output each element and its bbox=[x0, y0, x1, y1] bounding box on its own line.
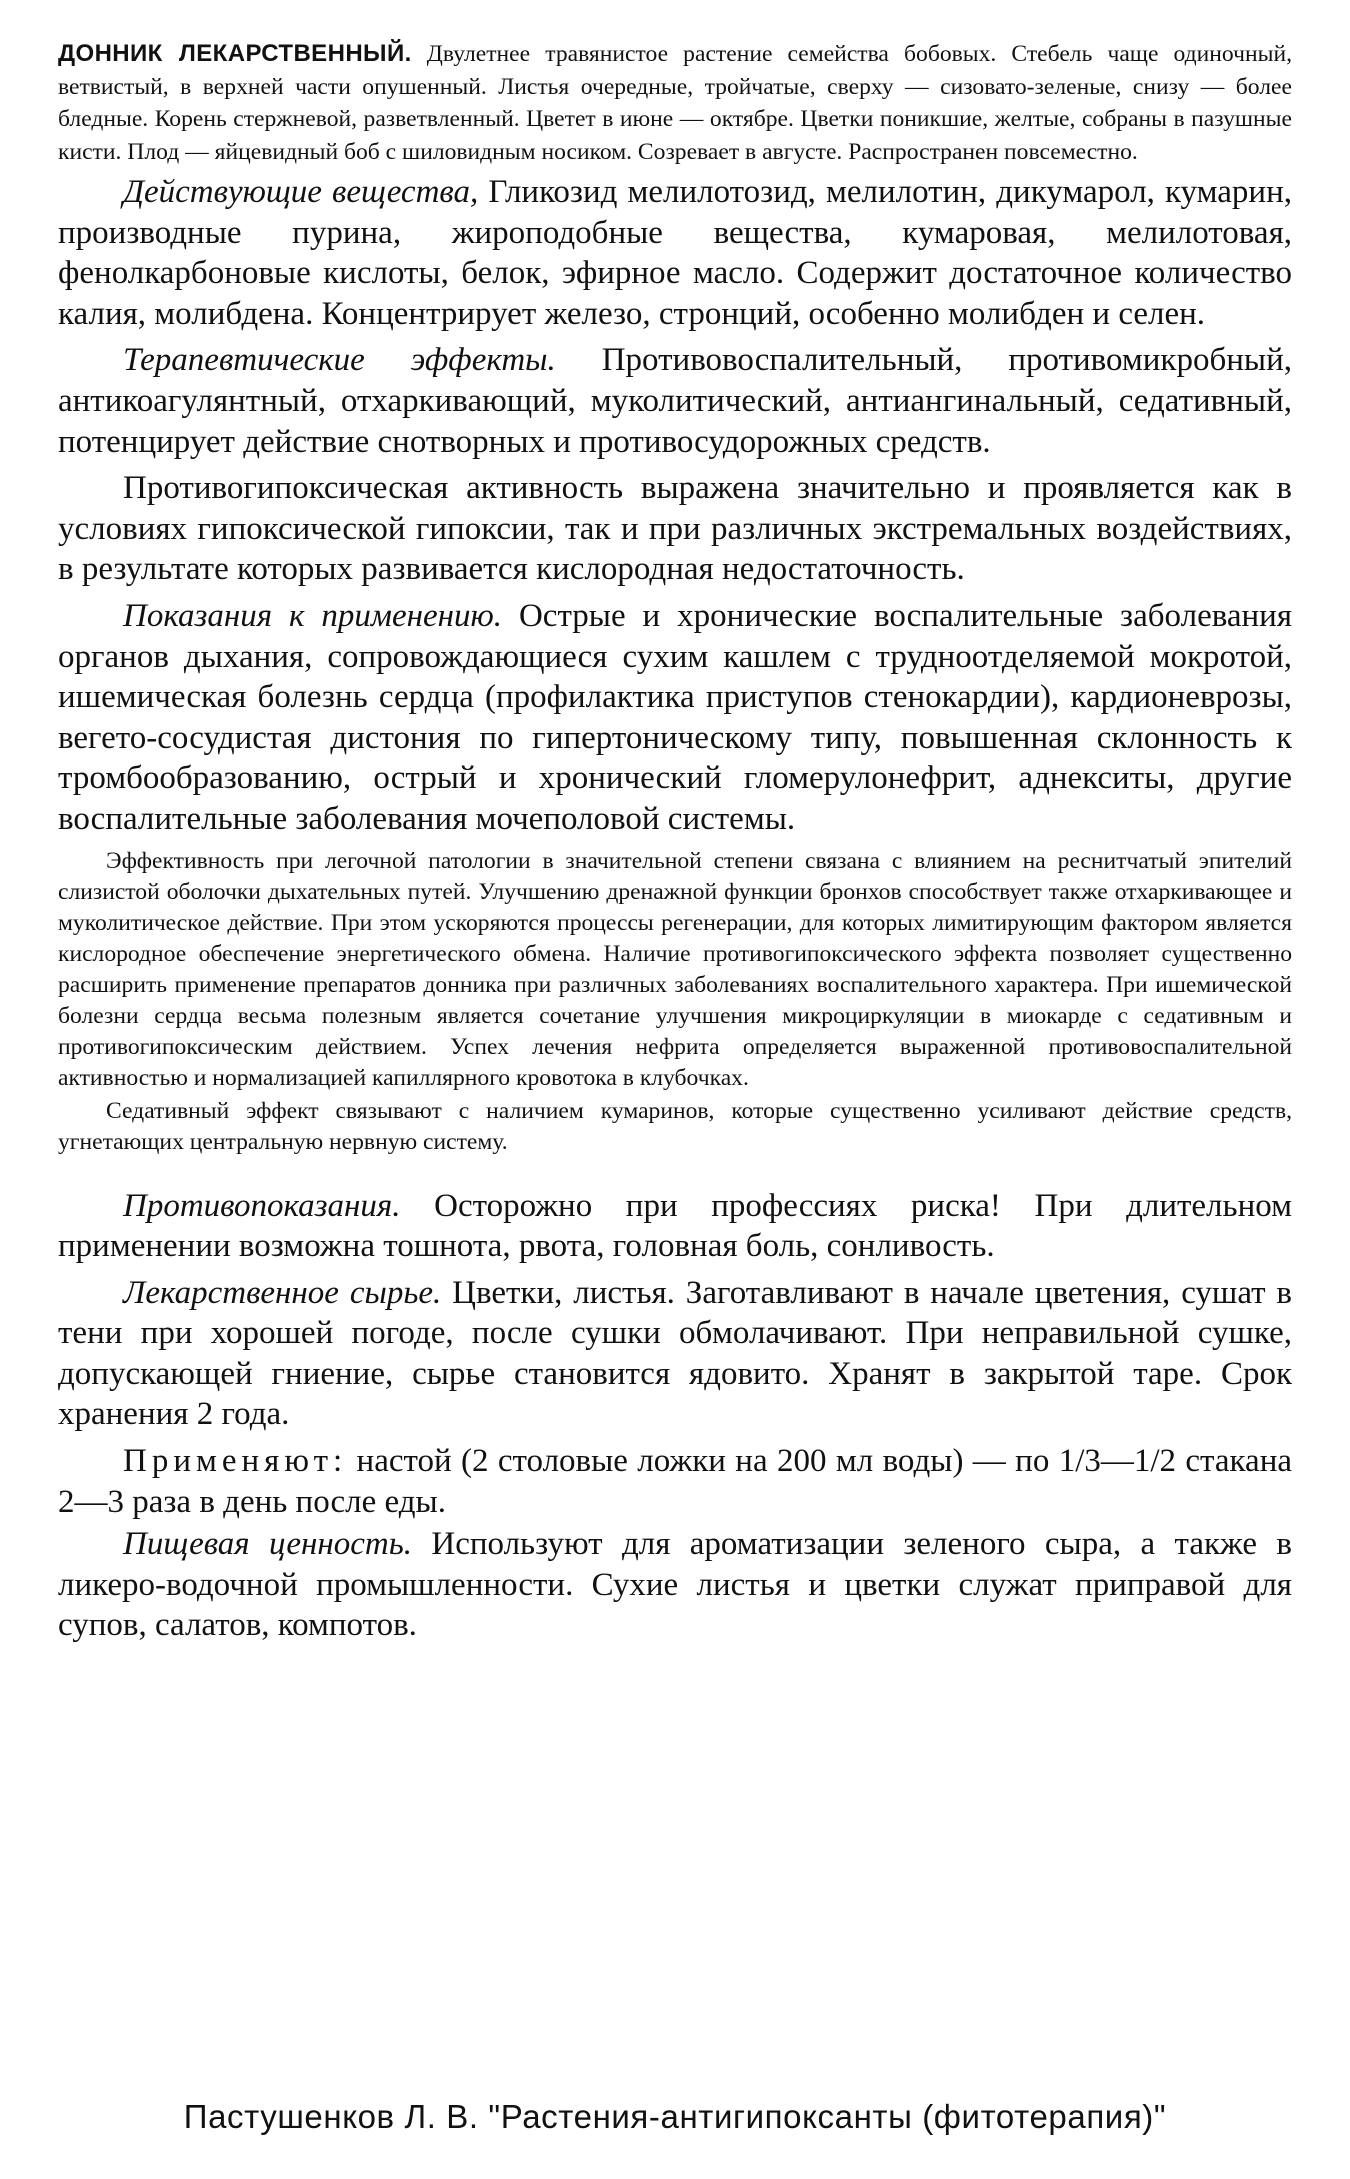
therapeutic-effects-paragraph bbox=[58, 340, 1292, 462]
usage-heading: Применяют: bbox=[123, 1443, 348, 1480]
raw-material-heading: Лекарственное сырье. bbox=[123, 1274, 442, 1311]
antihypoxic-paragraph: Противогипоксическая активность выражена значительно и проявляется как в условиях гипоксической гипоксии, так и при различных экстремальных воздействиях, в результате которых развивается кислородная недостаточность. bbox=[58, 470, 1292, 588]
usage-text: настой (2 столовые ложки на 200 мл воды) — по 1/3—1/2 стакана 2—3 раза в день после еды. bbox=[58, 1443, 1292, 1520]
food-value-heading: Пищевая ценность. bbox=[123, 1526, 412, 1563]
contraindications-heading: Противопоказания. bbox=[123, 1187, 401, 1224]
raw-material-text: Цветки, листья. Заготавливают в начале цветения, сушат в тени при хорошей погоде, после сушки обмолачивают. При неправильной сушке, допускающей гниение, сырье становится ядовито. Хранят в закрытой таре. Срок хранения 2 года. bbox=[58, 1274, 1292, 1433]
active-substances-paragraph bbox=[58, 172, 1292, 334]
small-print-note-1: Эффективность при легочной патологии в значительной степени связана с влиянием на реснитчатый эпителий слизистой оболочки дыхательных путей. Улучшению дренажной функции бронхов способствует также отхаркивающее и муколитическое действие. При этом ускоряются процессы регенерации, для которых лимитирующим фактором является кислородное обеспечение энергетического обмена. Наличие противогипоксического эффекта позволяет существенно расширить применение препаратов донника при различных заболеваниях воспалительного характера. При ишемической болезни сердца весьма полезным является сочетание улучшения микроциркуляции в миокарде с седативным и противогипоксическим действием. Успех лечения нефрита определяется выраженной противовоспалительной активностью и нормализацией капиллярного кровотока в клубочках. bbox=[58, 847, 1292, 1091]
indications-paragraph bbox=[58, 596, 1292, 840]
therapeutic-effects-text: Противовоспалительный, противомикробный, антикоагулянтный, отхаркивающий, муколитический, антиангинальный, седативный, потенцирует действие снотворных и противосудорожных средств. bbox=[58, 342, 1292, 460]
raw-material-paragraph bbox=[58, 1273, 1292, 1435]
contraindications-text: Осторожно при профессиях риска! При длительном применении возможна тошнота, рвота, головная боль, сонливость. bbox=[58, 1187, 1292, 1265]
plant-description-text: Двулетнее травянистое растение семейства бобовых. Стебель чаще одиночный, ветвистый, в верхней части опушенный. Листья очередные, тройчатые, сверху — сизовато-зеленые, снизу — более бледные. Корень стержневой, разветвленный. Цветет в июне — октябре. Цветки поникшие, желтые, собраны в пазушные кисти. Плод — яйцевидный боб с шиловидным носиком. Созревает в августе. Распространен повсеместно. bbox=[58, 41, 1292, 165]
small-print-note-2: Седативный эффект связывают с наличием кумаринов, которые существенно усиливают действие средств, угнетающих центральную нервную систему. bbox=[58, 1097, 1292, 1155]
usage-paragraph bbox=[58, 1441, 1292, 1522]
therapeutic-effects-heading: Терапевтические эффекты. bbox=[123, 342, 556, 379]
food-value-text: Используют для ароматизации зеленого сыра, а также в ликеро-водочной промышленности. Сухие листья и цветки служат приправой для супов, салатов, компотов. bbox=[58, 1526, 1292, 1644]
contraindications-paragraph bbox=[58, 1186, 1292, 1267]
plant-description bbox=[58, 38, 1292, 168]
food-value-paragraph bbox=[58, 1524, 1292, 1646]
active-substances-heading: Действующие вещества, bbox=[123, 174, 479, 210]
indications-heading: Показания к применению. bbox=[123, 597, 502, 634]
source-citation: Пастушенков Л. В. "Растения-антигипоксанты (фитотерапия)" bbox=[183, 2098, 1167, 2135]
indications-text: Острые и хронические воспалительные заболевания органов дыхания, сопровождающиеся сухим кашлем с трудноотделяемой мокротой, ишемическая болезнь сердца (профилактика приступов стенокардии), кардионеврозы, вегето-сосудистая дистония по гипертоническому типу, повышенная склонность к тромбообразованию, острый и хронический гломерулонефрит, аднекситы, другие воспалительные заболевания мочеполовой системы. bbox=[58, 597, 1293, 837]
active-substances-text: Гликозид мелилотозид, мелилотин, дикумарол, кумарин, производные пурина, жироподобные вещества, кумаровая, мелилотовая, фенолкарбоновые кислоты, белок, эфирное масло. Содержит достаточное количество калия, молибдена. Концентрирует железо, стронций, особенно молибден и селен. bbox=[58, 174, 1293, 332]
plant-title: ДОННИК ЛЕКАРСТВЕННЫЙ. bbox=[58, 40, 412, 67]
